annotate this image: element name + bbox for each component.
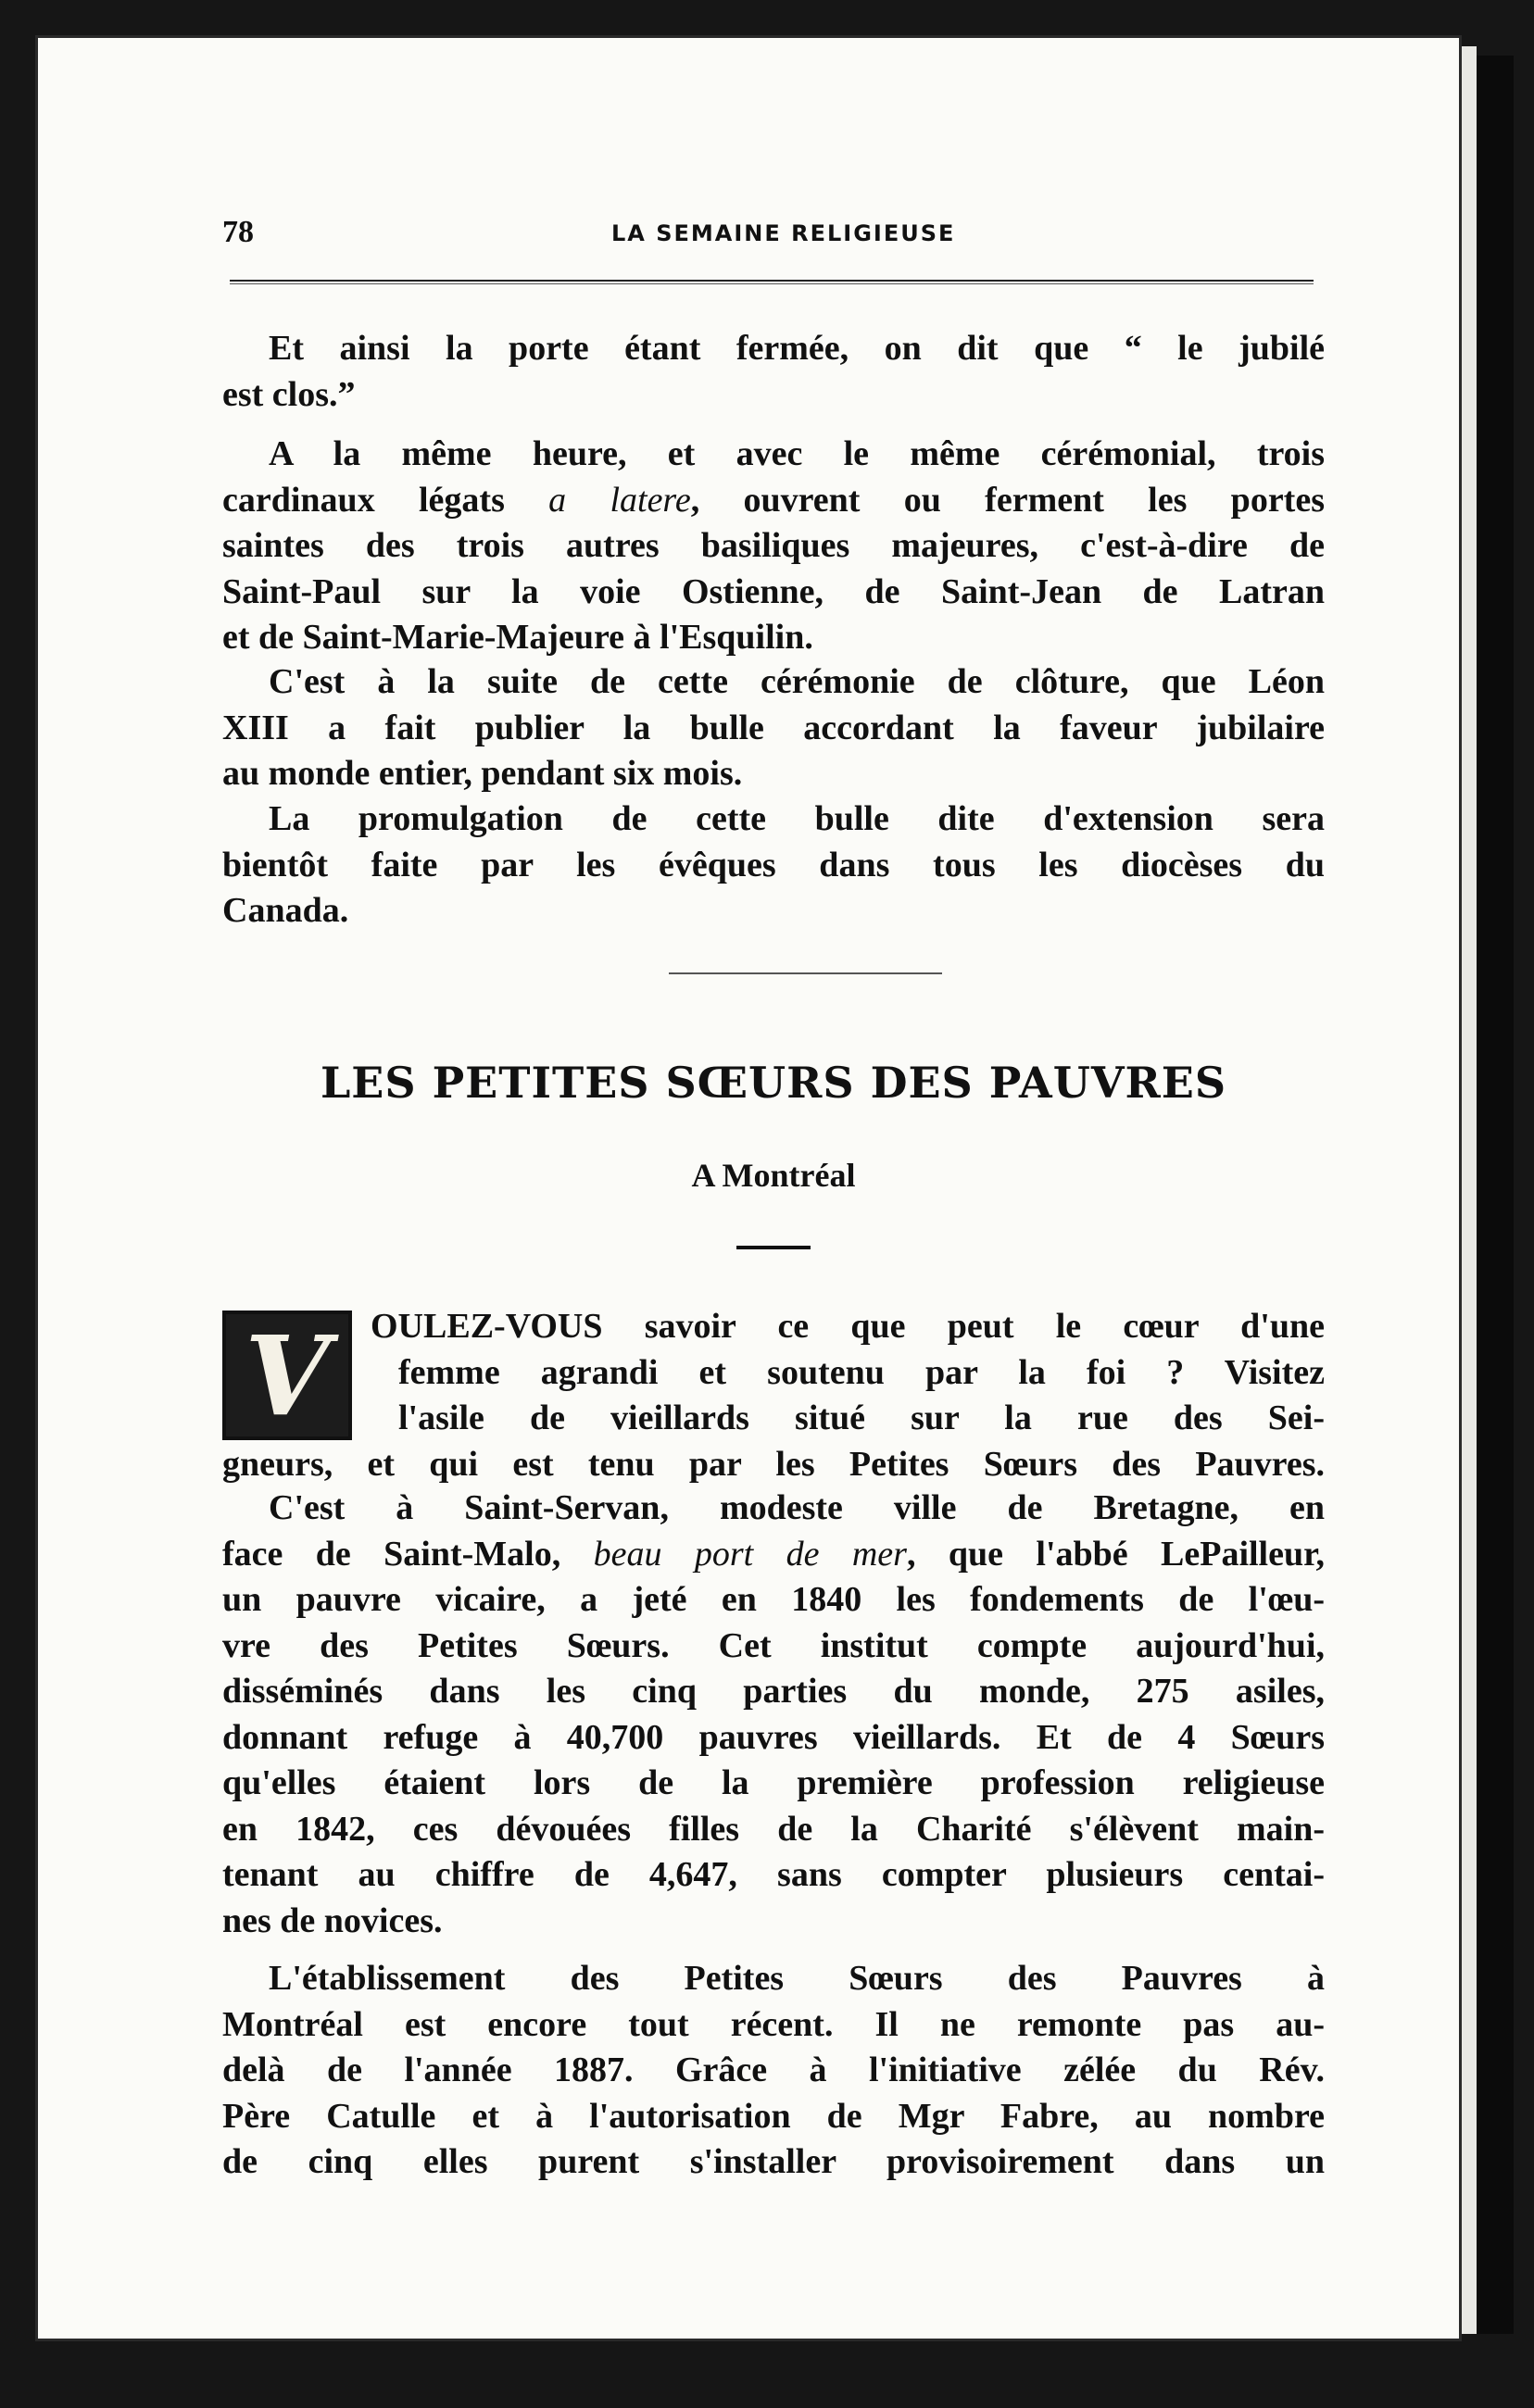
text-fragment: , ouvrent ou ferment les portes bbox=[690, 480, 1325, 520]
text-line: La promulgation de cette bulle dite d'extension sera bbox=[269, 799, 1325, 838]
italic-phrase: a latere bbox=[548, 480, 691, 520]
paragraph-promulgation bbox=[222, 796, 1325, 934]
scan-border bbox=[1477, 56, 1514, 2334]
text-line: A la même heure, et avec le même cérémonial, trois bbox=[269, 434, 1325, 473]
paragraph-saint-servan bbox=[222, 1486, 1325, 1944]
text-line: delà de l'année 1887. Grâce à l'initiative zélée du Rév. bbox=[222, 2051, 1325, 2089]
text-line: est clos.” bbox=[222, 374, 356, 414]
text-line: un pauvre vicaire, a jeté en 1840 les fondements de l'œu- bbox=[222, 1580, 1325, 1619]
running-title: LA SEMAINE RELIGIEUSE bbox=[611, 220, 956, 246]
text-line: bientôt faite par les évêques dans tous les diocèses du bbox=[222, 845, 1325, 884]
text-line: Saint-Paul sur la voie Ostienne, de Saint-Jean de Latran bbox=[222, 571, 1325, 611]
text-line: et de Saint-Marie-Majeure à l'Esquilin. bbox=[222, 618, 813, 657]
text-line: donnant refuge à 40,700 pauvres vieillards. Et de 4 Sœurs bbox=[222, 1717, 1325, 1757]
section-title: LES PETITES SŒURS DES PAUVRES bbox=[320, 1058, 1227, 1108]
paragraph-voulez-vous bbox=[222, 1304, 1325, 1487]
text-line bbox=[222, 478, 1325, 524]
text-line: C'est à la suite de cette cérémonie de clôture, que Léon bbox=[269, 662, 1325, 701]
text-line: l'asile de vieillards situé sur la rue des Sei- bbox=[398, 1398, 1325, 1437]
page-number: 78 bbox=[222, 215, 254, 249]
text-line: C'est à Saint-Servan, modeste ville de Bretagne, en bbox=[269, 1488, 1325, 1527]
page-edge bbox=[1462, 46, 1477, 2334]
text-line: qu'elles étaient lors de la première profession religieuse bbox=[222, 1763, 1325, 1802]
text-fragment: , que l'abbé LePailleur, bbox=[906, 1534, 1325, 1574]
text-line: gneurs, et qui est tenu par les Petites Sœurs des Pauvres. bbox=[222, 1444, 1325, 1484]
header-rule bbox=[230, 280, 1314, 284]
italic-phrase: beau port de mer bbox=[593, 1534, 907, 1574]
paragraph-etablissement bbox=[222, 1956, 1325, 2186]
paragraph-leon-xiii bbox=[222, 659, 1325, 797]
text-line: saintes des trois autres basiliques majeures, c'est-à-dire de bbox=[222, 526, 1325, 565]
text-line: Père Catulle et à l'autorisation de Mgr Fabre, au nombre bbox=[222, 2096, 1325, 2136]
title-rule bbox=[736, 1246, 811, 1249]
text-line: au monde entier, pendant six mois. bbox=[222, 754, 743, 793]
text-line: Canada. bbox=[222, 891, 349, 930]
text-line bbox=[222, 1532, 1325, 1578]
text-fragment: face de Saint-Malo, bbox=[222, 1534, 594, 1574]
text-fragment: cardinaux légats bbox=[222, 480, 549, 520]
text-line: de cinq elles purent s'installer provisoirement dans un bbox=[222, 2142, 1325, 2181]
text-line: disséminés dans les cinq parties du monde, 275 asiles, bbox=[222, 1672, 1325, 1711]
dropcap-letter: V bbox=[245, 1311, 330, 1440]
text-line: vre des Petites Sœurs. Cet institut compte aujourd'hui, bbox=[222, 1625, 1325, 1665]
text-line: nes de novices. bbox=[222, 1900, 443, 1940]
section-subtitle: A Montréal bbox=[691, 1157, 856, 1194]
paragraph-basiliques bbox=[222, 432, 1325, 661]
text-line: femme agrandi et soutenu par la foi ? Visitez bbox=[398, 1352, 1325, 1392]
text-line: en 1842, ces dévouées filles de la Charité s'élèvent main- bbox=[222, 1809, 1325, 1849]
section-divider bbox=[669, 972, 942, 974]
text-line: OULEZ-VOUS savoir ce que peut le cœur d'une bbox=[371, 1307, 1325, 1346]
text-line: Montréal est encore tout récent. Il ne remonte pas au- bbox=[222, 2004, 1325, 2044]
paragraph-jubile bbox=[222, 326, 1325, 418]
text-line: Et ainsi la porte étant fermée, on dit que “ le jubilé bbox=[269, 329, 1325, 368]
text-line: tenant au chiffre de 4,647, sans compter plusieurs centai- bbox=[222, 1855, 1325, 1894]
text-line: XIII a fait publier la bulle accordant la faveur jubilaire bbox=[222, 708, 1325, 747]
text-line: L'établissement des Petites Sœurs des Pauvres à bbox=[269, 1959, 1325, 1998]
